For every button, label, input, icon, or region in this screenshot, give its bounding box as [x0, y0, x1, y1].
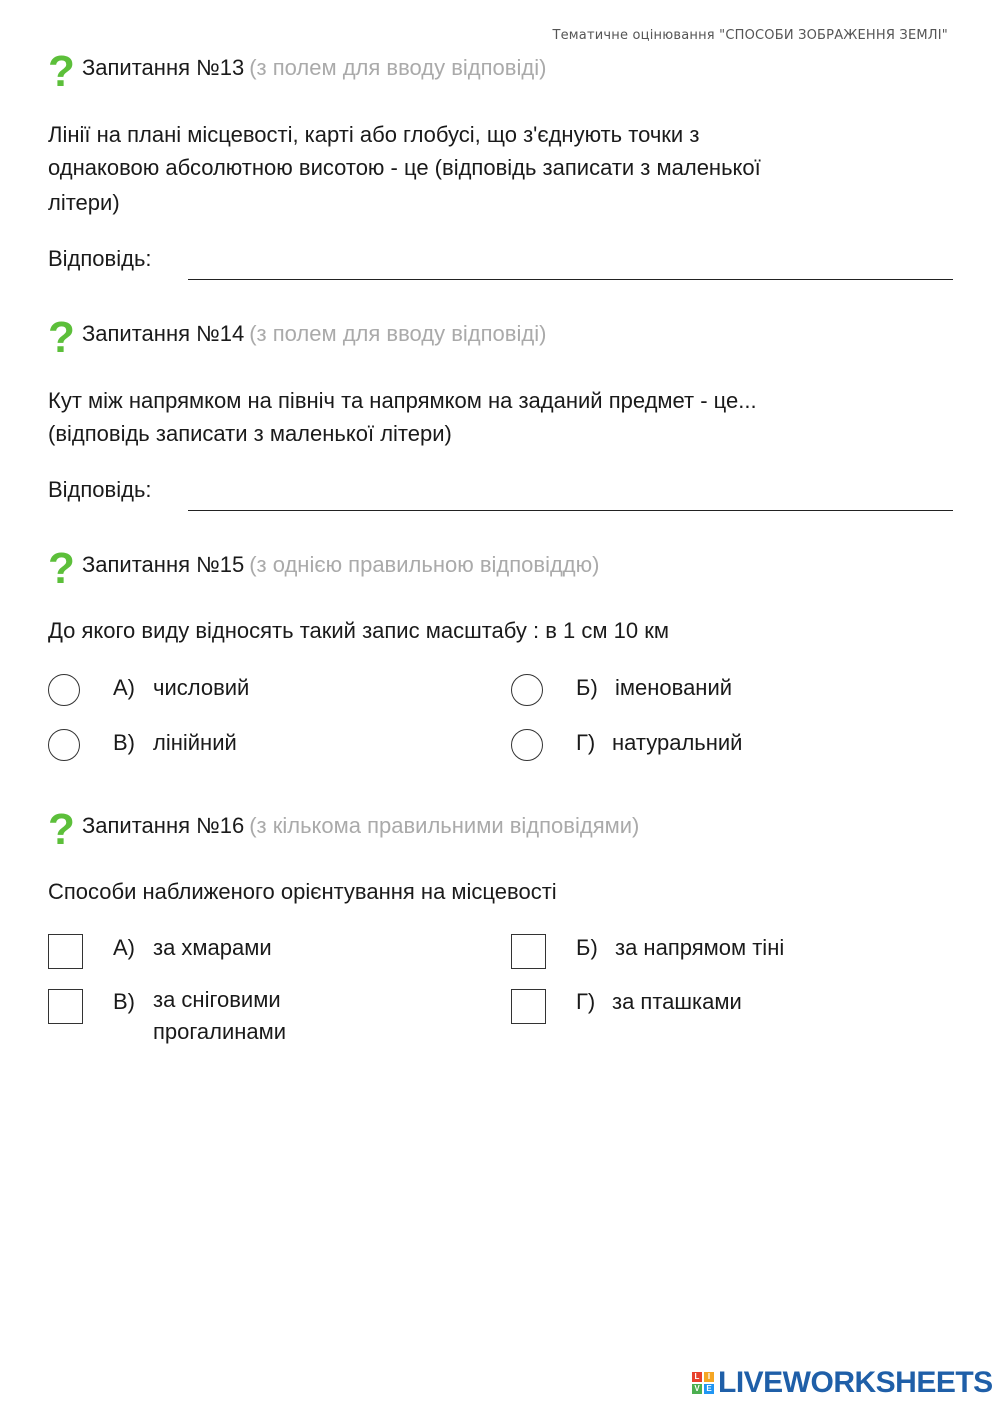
option-c-label: лінійний — [153, 730, 237, 755]
logo-text: LIVEWORKSHEETS — [718, 1366, 993, 1399]
question-mark-icon: ? — [48, 805, 75, 854]
option-c-label-line: прогалинами — [153, 1019, 287, 1044]
option-d-radio[interactable] — [511, 729, 543, 761]
option-b-radio[interactable] — [511, 674, 543, 706]
option-c-letter: В) — [113, 989, 135, 1014]
question-16-text: Способи наближеного орієнтування на місцевості — [48, 879, 557, 904]
option-a-label: числовий — [153, 675, 250, 700]
question-13-text-line: літери) — [48, 190, 120, 215]
option-c-checkbox[interactable] — [48, 989, 83, 1024]
option-b-letter: Б) — [576, 675, 598, 700]
logo-block: V — [692, 1384, 702, 1394]
question-14-answer-label: Відповідь: — [48, 477, 152, 502]
question-14-text-line: Кут між напрямком на північ та напрямком на заданий предмет - це... — [48, 388, 757, 413]
question-15-title: Запитання №15 — [82, 552, 245, 577]
liveworksheets-logo — [692, 1366, 993, 1400]
option-c-letter: В) — [113, 730, 135, 755]
logo-blocks-icon — [692, 1372, 714, 1394]
logo-block: L — [692, 1372, 702, 1382]
question-15-text: До якого виду відносять такий запис масштабу : в 1 см 10 км — [48, 618, 669, 643]
option-d-letter: Г) — [576, 989, 596, 1014]
option-a-radio[interactable] — [48, 674, 80, 706]
question-14-header — [48, 313, 547, 362]
question-14-type: (з полем для вводу відповіді) — [249, 321, 547, 346]
option-a-letter: А) — [113, 935, 135, 960]
option-b-label: іменований — [615, 675, 733, 700]
question-14-title: Запитання №14 — [82, 321, 245, 346]
question-13-header — [48, 47, 547, 96]
option-d-label: натуральний — [612, 730, 743, 755]
question-13-text-line: однаковою абсолютною висотою - це (відповідь записати з маленької — [48, 155, 761, 180]
option-b-checkbox[interactable] — [511, 934, 546, 969]
option-d-checkbox[interactable] — [511, 989, 546, 1024]
question-13-title: Запитання №13 — [82, 55, 245, 80]
question-mark-icon: ? — [48, 47, 75, 96]
worksheet-header-title: Тематичне оцінювання "СПОСОБИ ЗОБРАЖЕННЯ ЗЕМЛІ" — [552, 28, 948, 43]
question-mark-icon: ? — [48, 313, 75, 362]
option-a-label: за хмарами — [153, 935, 272, 960]
question-mark-icon: ? — [48, 544, 75, 593]
question-14-answer-input[interactable] — [188, 486, 953, 511]
question-15-type: (з однією правильною відповіддю) — [249, 552, 600, 577]
question-13-answer-label: Відповідь: — [48, 246, 152, 271]
question-14-text — [48, 384, 757, 450]
option-b-letter: Б) — [576, 935, 598, 960]
question-15-header — [48, 544, 600, 593]
option-a-letter: А) — [113, 675, 135, 700]
question-16-header — [48, 805, 640, 854]
question-13-answer-input[interactable] — [188, 255, 953, 280]
option-b-label: за напрямом тіні — [615, 935, 785, 960]
option-c-label-line: за сніговими — [153, 987, 281, 1012]
option-c-radio[interactable] — [48, 729, 80, 761]
question-16-type: (з кількома правильними відповідями) — [249, 813, 640, 838]
question-14-text-line: (відповідь записати з маленької літери) — [48, 421, 452, 446]
logo-block: I — [704, 1372, 714, 1382]
question-13-text-line: Лінії на плані місцевості, карті або глобусі, що з'єднують точки з — [48, 122, 700, 147]
option-c-label — [153, 984, 286, 1048]
question-13-text — [48, 118, 761, 219]
logo-block: E — [704, 1384, 714, 1394]
question-16-title: Запитання №16 — [82, 813, 245, 838]
option-d-letter: Г) — [576, 730, 596, 755]
question-13-type: (з полем для вводу відповіді) — [249, 55, 547, 80]
option-a-checkbox[interactable] — [48, 934, 83, 969]
option-d-label: за пташками — [612, 989, 742, 1014]
